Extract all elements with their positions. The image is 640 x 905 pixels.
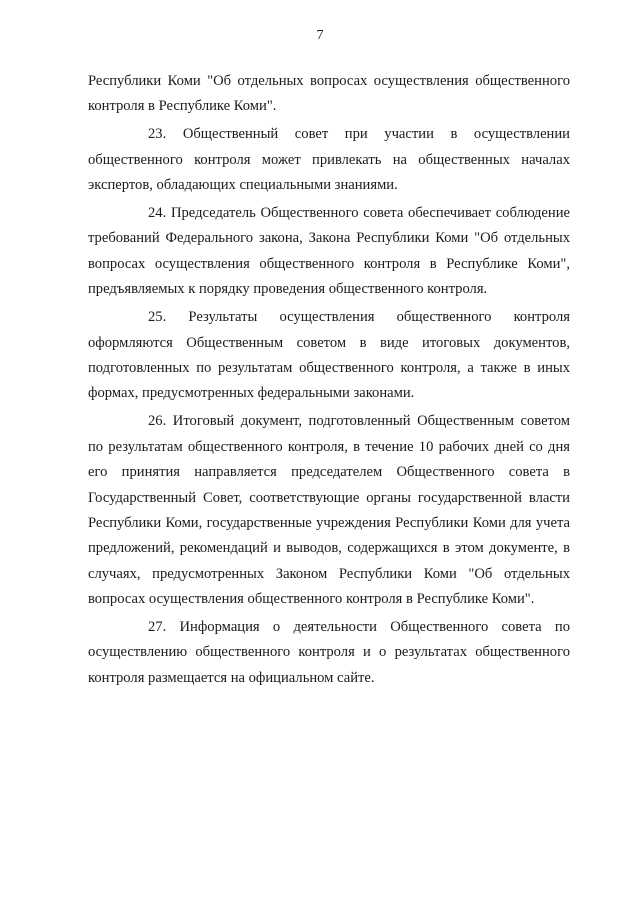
paragraph-item-27: 27. Информация о деятельности Общественного совета по осуществлению общественного контроля и о результатах общественного контроля размещается на официальном сайте. bbox=[88, 619, 570, 686]
paragraph-continuation: Республики Коми "Об отдельных вопросах осуществления общественного контроля в Республике Коми". bbox=[88, 73, 570, 115]
paragraph-item-23: 23. Общественный совет при участии в осуществлении общественного контроля может привлекать на общественных началах экспертов, обладающих специальными знаниями. bbox=[88, 126, 570, 194]
document-body bbox=[88, 69, 570, 694]
page-number: 7 bbox=[316, 28, 324, 43]
paragraph-item-24: 24. Председатель Общественного совета обеспечивает соблюдение требований Федерального закона, Закона Республики Коми "Об отдельных вопросах осуществления общественного контроля в Республике Коми", предъявляемых к порядку проведения общественного контроля. bbox=[88, 205, 570, 298]
paragraph-item-26: 26. Итоговый документ, подготовленный Общественным советом по результатам общественного контроля, в течение 10 рабочих дней со дня его принятия направляется председателем Общественного совета в Государственный Совет, соответствующие органы государственной власти Республики Коми, государственные учреждения Республики Коми для учета предложений, рекомендаций и выводов, содержащихся в этом документе, в случаях, предусмотренных Законом Республики Коми "Об отдельных вопросах осуществления общественного контроля в Республике Коми". bbox=[88, 413, 570, 608]
paragraph-item-25: 25. Результаты осуществления общественного контроля оформляются Общественным советом в виде итоговых документов, подготовленных по результатам общественного контроля, а также в иных формах, предусмотренных федеральными законами. bbox=[88, 309, 570, 402]
